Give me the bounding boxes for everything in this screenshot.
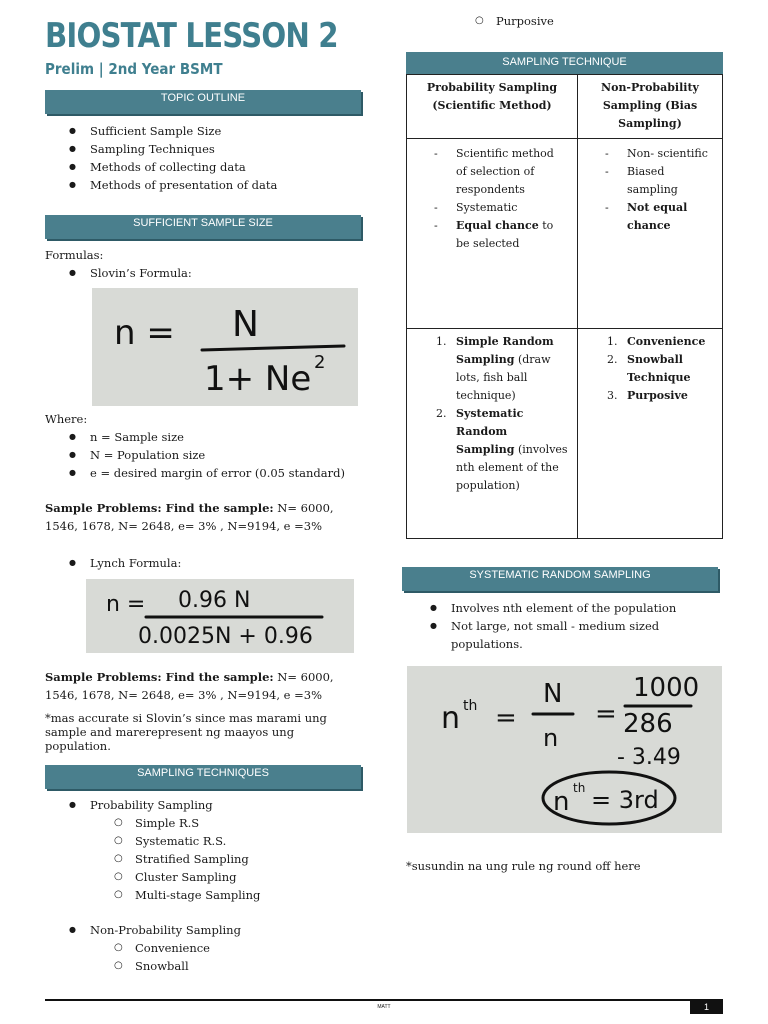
slovin-numerator: N — [232, 304, 259, 345]
list-item: ○ Stratified Sampling — [45, 850, 365, 868]
lynch-label: ● Lynch Formula: — [45, 554, 365, 572]
nth-denominator-2: 286 — [623, 709, 673, 739]
table-list-item: 2. Systematic Random Sampling (involves nth element of the population) — [436, 407, 568, 492]
list-item: ● N = Population size — [45, 446, 375, 464]
topic-outline-bar: TOPIC OUTLINE — [45, 90, 361, 114]
table-list-item: - Scientific method of selection of respondents — [408, 145, 576, 199]
list-item: ● Sampling Techniques — [45, 140, 365, 158]
list-item: ● Methods of presentation of data — [45, 176, 365, 194]
sample-problems-2-title: Sample Problems: Find the sample: — [45, 670, 274, 684]
lynch-denominator: 0.0025N + 0.96 — [138, 624, 313, 649]
list-item: ● Methods of collecting data — [45, 158, 365, 176]
footer-author: MATT — [377, 1004, 391, 1010]
table-cell-prob-types — [407, 329, 578, 539]
probability-sublist — [45, 814, 365, 904]
table-header-nonprobability: Non-Probability Sampling (Bias Sampling) — [578, 75, 723, 139]
list-item: ○ Convenience — [45, 939, 365, 957]
list-item: ○ Multi-stage Sampling — [45, 886, 365, 904]
probability-label: ● Probability Sampling — [45, 796, 365, 814]
sampling-technique-table — [406, 74, 723, 539]
table-cell-nonprob-types — [578, 329, 723, 539]
svg-text:=: = — [495, 703, 517, 733]
topic-outline-list — [45, 122, 365, 194]
list-item: ○ Systematic R.S. — [45, 832, 365, 850]
nth-numerator-2: 1000 — [633, 673, 700, 703]
list-item: ○ Simple R.S — [45, 814, 365, 832]
table-header-probability: Probability Sampling (Scientific Method) — [407, 75, 578, 139]
continued-sublist — [406, 12, 726, 30]
nth-denominator: n — [543, 724, 559, 752]
footer-rule — [45, 999, 723, 1001]
table-list-item: - Equal chance to be selected — [408, 217, 576, 253]
page-number: 1 — [690, 1000, 723, 1014]
page-subtitle: Prelim | 2nd Year BSMT — [45, 60, 223, 78]
lynch-n: n = — [106, 592, 146, 617]
sample-problems-2-text: N= 6000, 1546, 1678, N= 2648, e= 3% , N=9194, e =3% — [45, 670, 334, 702]
slovin-n: n = — [114, 313, 175, 353]
sample-problems-1-title: Sample Problems: Find the sample: — [45, 501, 274, 515]
lynch-numerator: 0.96 N — [178, 588, 251, 613]
slovin-formula-image — [92, 288, 358, 406]
slovin-label: ● Slovin’s Formula: — [45, 264, 365, 282]
slovin-denominator: 1+ Ne — [204, 359, 312, 399]
list-item: ○ Snowball — [45, 957, 365, 975]
table-list-item: - Not equal chance — [579, 199, 721, 235]
nonprob-sublist — [45, 939, 365, 975]
list-item: ● n = Sample size — [45, 428, 375, 446]
table-list-item: 3. Purposive — [607, 389, 688, 402]
slovin-list — [45, 264, 365, 282]
nth-approx: - 3.49 — [617, 745, 681, 770]
table-cell-nonprob-desc — [578, 139, 723, 329]
nth-numerator: N — [543, 679, 563, 709]
table-list-item: 2. Snowball Technique — [607, 353, 691, 384]
table-list-item: - Non- scientific — [579, 145, 721, 163]
table-list-item: 1. Simple Random Sampling (draw lots, fish ball technique) — [436, 335, 554, 402]
sampling-technique-table-bar: SAMPLING TECHNIQUE — [406, 52, 723, 74]
list-item: ● Sufficient Sample Size — [45, 122, 365, 140]
note-slovin: *mas accurate si Slovin’s since mas marami ung sample and marerepresent ng maayos ung population. — [45, 711, 327, 753]
list-item: ● e = desired margin of error (0.05 standard) — [45, 464, 375, 482]
nth-lhs: n — [441, 701, 461, 736]
nonprob-list — [45, 921, 365, 939]
sample-problems-2 — [45, 668, 363, 704]
nth-lhs-sup: th — [463, 698, 478, 714]
page-title: BIOSTAT LESSON 2 — [45, 16, 338, 56]
nonprob-label: ● Non-Probability Sampling — [45, 921, 365, 939]
sampling-techniques-bar: SAMPLING TECHNIQUES — [45, 765, 361, 789]
svg-text:=: = — [595, 699, 617, 729]
list-item: ● Involves nth element of the population — [406, 599, 716, 617]
slovin-exponent: 2 — [314, 352, 326, 373]
formulas-label: Formulas: — [45, 248, 104, 262]
list-item: ○ Purposive — [406, 12, 726, 30]
nth-boxed-sup: th — [573, 781, 586, 795]
list-item: ● Not large, not small - medium sized populations. — [406, 617, 716, 653]
table-list-item: - Biased sampling — [579, 163, 721, 199]
lynch-list — [45, 554, 365, 572]
table-list-item: - Systematic — [408, 199, 576, 217]
systematic-list — [406, 599, 716, 653]
sample-problems-1 — [45, 499, 363, 535]
fraction-line — [202, 346, 344, 350]
sample-problems-1-text: N= 6000, 1546, 1678, N= 2648, e= 3% , N=9194, e =3% — [45, 501, 334, 533]
where-list — [45, 428, 375, 482]
nth-boxed-lhs: n — [553, 787, 570, 817]
sufficient-sample-size-bar: SUFFICIENT SAMPLE SIZE — [45, 215, 361, 239]
probability-list — [45, 796, 365, 814]
where-label: Where: — [45, 412, 88, 426]
lynch-formula-image — [86, 579, 354, 653]
table-list-item: 1. Convenience — [607, 335, 706, 348]
nth-boxed-value: = 3rd — [591, 786, 659, 814]
nth-element-image — [407, 666, 722, 833]
systematic-random-sampling-bar: SYSTEMATIC RANDOM SAMPLING — [402, 567, 718, 591]
note-round-off: *susundin na ung rule ng round off here — [406, 859, 641, 873]
table-cell-prob-desc — [407, 139, 578, 329]
list-item: ○ Cluster Sampling — [45, 868, 365, 886]
